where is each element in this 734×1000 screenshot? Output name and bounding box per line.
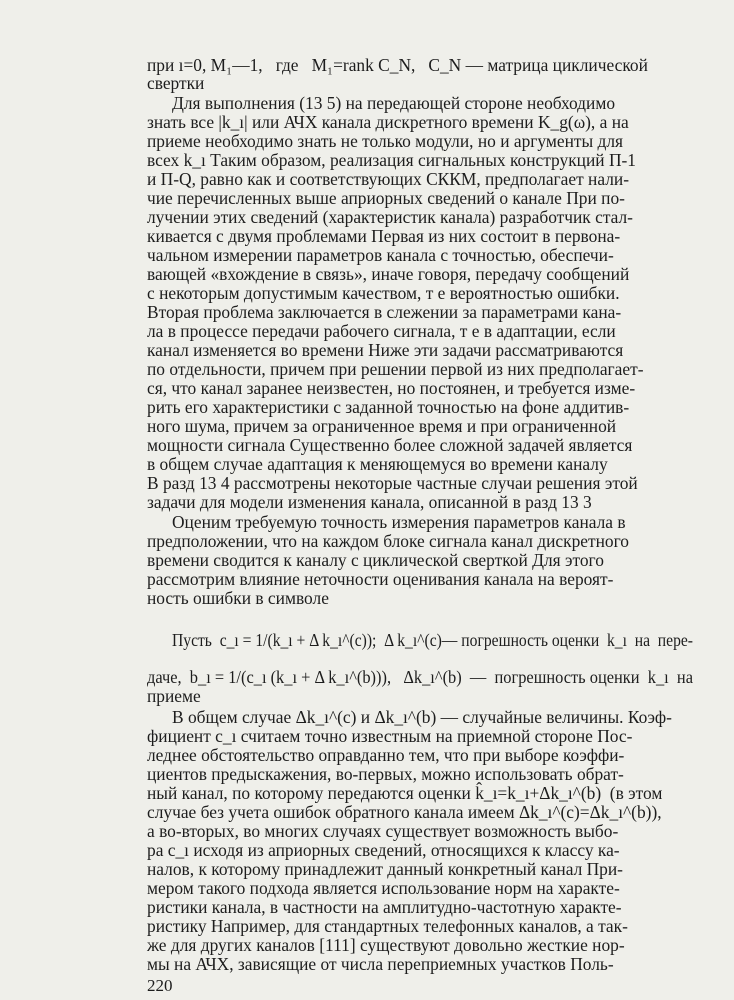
text-line: по отдельности, причем при решении первой из них предполагает- [147,359,644,379]
text-line: циентов предыскажения, во-первых, можно использовать обрат- [147,764,624,784]
formula-line: Пусть c_ı = 1/(k_ı + Δ k_ı^(c)); Δ k_ı^(c)— погрешность оценки k_ı на пере- [172,630,693,650]
text-line: в общем случае адаптация к меняющемуся во времени каналу [147,454,608,474]
text-line: приеме необходимо знать не только модули, но и аргументы для [147,131,624,151]
text-line: мы на АЧХ, зависящие от числа переприемных участков Поль- [147,954,614,974]
text-line: ра c_ı исходя из априорных сведений, относящихся к классу ка- [147,840,620,860]
text-line: рить его характеристики с заданной точностью на фоне аддитив- [147,397,630,417]
page-number: 220 [147,976,173,995]
text-line: всех k_ı Таким образом, реализация сигнальных конструкций П-1 [147,150,636,170]
text-line: и П-Q, равно как и соответствующих СККМ, предполагает нали- [147,169,630,189]
text-line: же для других каналов [111] существуют довольно жесткие нор- [147,935,625,955]
text-line: свертки [147,73,205,93]
text-line: ла в процессе передачи рабочего сигнала, т е в адаптации, если [147,321,616,341]
text-line: чие перечисленных выше априорных сведений о канале При по- [147,188,625,208]
text-line: Для выполнения (13 5) на передающей стороне необходимо [172,93,616,113]
text-line: знать все |k_ı| или АЧХ канала дискретного времени K_g(ω), а на [147,112,629,132]
text-line: мером такого подхода является использование норм на характе- [147,878,620,898]
text-line: лучении этих сведений (характеристик канала) разработчик стал- [147,207,633,227]
text-line: времени сводится к каналу с циклической сверткой Для этого [147,550,604,570]
text-line: с некоторым допустимым качеством, т е вероятностью ошибки. [147,283,620,303]
text-line: леднее обстоятельство оправданно тем, что при выборе коэффи- [147,745,625,765]
text-line: вающей «вхождение в связь», иначе говоря, передачу сообщений [147,264,630,284]
text-line: налов, к которому принадлежит данный конкретный канал При- [147,859,623,879]
text-line: при ı=0, M₁—1, где M₁=rank C_N, C_N — матрица циклической [147,55,648,75]
text-line: ность ошибки в символе [147,588,329,608]
text-line: ный канал, по которому передаются оценки k̂_ı=k_ı+Δk_ı^(b) (в этом [147,783,663,803]
text-line: задачи для модели изменения канала, описанной в разд 13 3 [147,492,592,512]
text-line: случае без учета ошибок обратного канала имеем Δk_ı^(c)=Δk_ı^(b)), [147,802,662,822]
text-line: ного шума, причем за ограниченное время и при ограниченной [147,416,617,436]
text-line: предположении, что на каждом блоке сигнала канал дискретного [147,531,629,551]
text-line: ся, что канал заранее неизвестен, но постоянен, и требуется изме- [147,378,636,398]
text-line: В разд 13 4 рассмотрены некоторые частные случаи решения этой [147,473,638,493]
text-line: ристику Например, для стандартных телефонных каналов, а так- [147,916,628,936]
text-line: рассмотрим влияние неточности оценивания канала на вероят- [147,569,614,589]
text-line: кивается с двумя проблемами Первая из них состоит в первона- [147,226,621,246]
text-line: мощности сигнала Существенно более сложной задачей является [147,435,633,455]
text-line: Вторая проблема заключается в слежении за параметрами кана- [147,302,622,322]
text-line: ристики канала, в частности на амплитудно-частотную характе- [147,897,622,917]
text-line: канал изменяется во времени Ниже эти задачи рассматриваются [147,340,624,360]
text-line: фициент c_ı считаем точно известным на приемной стороне Пос- [147,726,633,746]
text-line: В общем случае Δk_ı^(c) и Δk_ı^(b) — случайные величины. Коэф- [172,707,672,727]
text-line: Оценим требуемую точность измерения параметров канала в [172,512,626,532]
formula-line: даче, b_ı = 1/(c_ı (k_ı + Δ k_ı^(b))), Δk_ı^(b) — погрешность оценки k_ı на [147,667,693,687]
text-line: а во-вторых, во многих случаях существует возможность выбо- [147,821,619,841]
text-line: чальном измерении параметров канала с точностью, обеспечи- [147,245,614,265]
text-line: приеме [147,686,201,706]
